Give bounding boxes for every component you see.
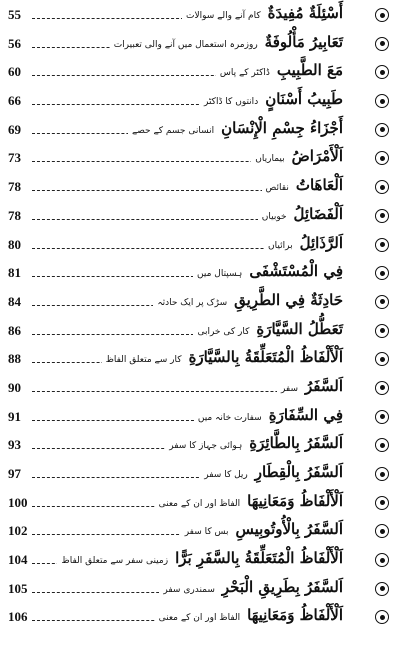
entry-text: [153, 291, 343, 309]
page-number: 90: [8, 379, 21, 395]
entry-text: [155, 606, 343, 624]
urdu-gloss: زمینی سفر سے متعلق الفاظ: [61, 556, 169, 567]
toc-entry[interactable]: [0, 147, 401, 176]
entry-text: [110, 33, 343, 51]
arabic-title: اَلْأَلْفَاظُ الْمُتَعَلِّقَةُ بِالسَّيَّارَةِ: [188, 348, 343, 367]
entry-text: [165, 434, 343, 452]
arabic-title: اَلْفَضَائِلُ: [293, 204, 343, 223]
toc-entry[interactable]: [0, 377, 401, 406]
bullet-icon: [375, 238, 389, 252]
entry-text: [193, 262, 343, 280]
toc-entry[interactable]: [0, 578, 401, 607]
urdu-gloss: روزمرہ استعمال میں آنے والی تعبیرات: [113, 39, 258, 50]
entry-text: [277, 377, 343, 395]
toc-entry[interactable]: [0, 4, 401, 33]
toc-entry[interactable]: [0, 176, 401, 205]
toc-entry[interactable]: [0, 406, 401, 435]
urdu-gloss: کام آنے والے سوالات: [186, 11, 261, 21]
arabic-title: اَلسَّفَرُ بِالْقِطَارِ: [254, 463, 343, 481]
toc-entry[interactable]: [0, 434, 401, 463]
page-number: 102: [8, 523, 28, 539]
arabic-title: اَلسَّفَرُ بِالْأُوتُوبِيسِ: [235, 520, 343, 539]
bullet-icon: [375, 123, 389, 137]
page-number: 91: [8, 408, 21, 424]
entry-text: [194, 406, 343, 424]
urdu-gloss: بس کا سفر: [184, 527, 229, 538]
entry-text: [251, 147, 343, 165]
toc-entry[interactable]: [0, 320, 401, 349]
bullet-icon: [375, 381, 389, 395]
arabic-title: تَعَطُّلُ السَّيَّارَةِ: [256, 319, 343, 338]
bullet-icon: [375, 553, 389, 567]
toc-entry[interactable]: [0, 291, 401, 320]
bullet-icon: [375, 324, 389, 338]
urdu-gloss: ڈاکٹر کے پاس: [219, 68, 270, 79]
urdu-gloss: ریل کا سفر: [204, 470, 248, 480]
entry-text: [102, 348, 343, 366]
arabic-title: اَلْأَلْفَاظُ وَمَعَانِيهَا: [247, 491, 343, 510]
urdu-gloss: کار سے متعلق الفاظ: [105, 355, 182, 366]
page-number: 81: [8, 265, 21, 281]
toc-entry[interactable]: [0, 262, 401, 291]
urdu-gloss: ہسپتال میں: [197, 269, 243, 280]
page-number: 80: [8, 236, 21, 252]
page-number: 106: [8, 609, 28, 625]
entry-text: [128, 119, 343, 137]
bullet-icon: [375, 37, 389, 51]
toc-entry[interactable]: [0, 61, 401, 90]
bullet-icon: [375, 209, 389, 223]
urdu-gloss: الفاظ اور ان کے معنی: [158, 613, 241, 624]
toc-entry[interactable]: [0, 205, 401, 234]
entry-text: [181, 520, 343, 538]
page-number: 105: [8, 580, 28, 596]
entry-text: [182, 4, 343, 22]
bullet-icon: [375, 496, 389, 510]
urdu-gloss: انسانی جسم کے حصے: [131, 125, 215, 136]
page-number: 104: [8, 552, 28, 568]
page-number: 55: [8, 7, 21, 22]
bullet-icon: [375, 582, 389, 596]
arabic-title: اَلسَّفَرُ: [305, 376, 343, 395]
entry-text: [193, 320, 343, 338]
entry-text: [200, 90, 343, 108]
page-number: 88: [8, 351, 21, 367]
toc-entry[interactable]: [0, 463, 401, 492]
entry-text: [57, 549, 343, 567]
arabic-title: تَعَابِيرُ مَأْلُوفَةٌ: [264, 32, 343, 51]
urdu-gloss: خوبیاں: [261, 211, 287, 222]
entry-text: [264, 234, 343, 252]
arabic-title: اَلسَّفَرُ بِالطَّائِرَةِ: [249, 434, 343, 453]
bullet-icon: [375, 352, 389, 366]
arabic-title: اَلْأَلْفَاظُ الْمُتَعَلِّقَةُ بِالسَّفَرِ بَرًّا: [175, 549, 343, 568]
bullet-icon: [375, 295, 389, 309]
bullet-icon: [375, 438, 389, 452]
urdu-gloss: سفارت خانہ میں: [197, 412, 262, 423]
toc-entry[interactable]: [0, 549, 401, 578]
page-number: 69: [8, 121, 21, 137]
entry-text: [258, 205, 343, 223]
arabic-title: حَادِثَةٌ فِي الطَّرِيقِ: [234, 290, 343, 309]
toc-entry[interactable]: [0, 119, 401, 148]
page-number: 73: [8, 150, 21, 166]
arabic-title: اَلسَّفَرُ بِطَرِيقِ الْبَحْرِ: [221, 577, 343, 596]
toc-entry[interactable]: [0, 348, 401, 377]
arabic-title: اَلْأَلْفَاظُ وَمَعَانِيهَا: [247, 606, 343, 625]
entry-text: [155, 492, 343, 510]
bullet-icon: [375, 610, 389, 624]
arabic-title: أَجْزَاءُ جِسْمِ الْإِنْسَانِ: [221, 118, 343, 137]
page-number: 66: [8, 93, 21, 109]
urdu-gloss: بیماریاں: [255, 154, 285, 165]
urdu-gloss: کار کی خرابی: [197, 326, 250, 337]
page-number: 93: [8, 437, 21, 453]
toc-entry[interactable]: [0, 606, 401, 635]
page-number: 97: [8, 466, 21, 481]
urdu-gloss: ہوائی جہاز کا سفر: [169, 441, 243, 452]
arabic-title: اَلْعَاهَاتُ: [295, 176, 343, 195]
bullet-icon: [375, 94, 389, 108]
page-number: 100: [8, 494, 28, 510]
arabic-title: طَبِيبُ أَسْنَانٍ: [265, 90, 343, 109]
toc-entry[interactable]: [0, 33, 401, 62]
urdu-gloss: سفر: [280, 383, 299, 394]
arabic-title: اَلرَّذَائِلُ: [299, 233, 343, 252]
urdu-gloss: سڑک پر ایک حادثہ: [157, 297, 228, 308]
arabic-title: اَلْأَمْرَاضُ: [291, 147, 343, 166]
bullet-icon: [375, 266, 389, 280]
bullet-icon: [375, 8, 389, 22]
page-number: 78: [8, 207, 21, 223]
urdu-gloss: سمندری سفر: [163, 584, 215, 595]
entry-text: [216, 61, 343, 79]
urdu-gloss: الفاظ اور ان کے معنی: [158, 498, 241, 509]
toc-entry[interactable]: [0, 492, 401, 521]
urdu-gloss: برائیاں: [268, 240, 293, 251]
page-number: 84: [8, 293, 21, 309]
arabic-title: مَعَ الطَّبِيبِ: [276, 61, 343, 80]
page-number: 56: [8, 35, 21, 51]
toc-entry[interactable]: [0, 90, 401, 119]
bullet-icon: [375, 524, 389, 538]
entry-text: [200, 463, 343, 481]
toc-entry[interactable]: [0, 520, 401, 549]
bullet-icon: [375, 151, 389, 165]
bullet-icon: [375, 180, 389, 194]
bullet-icon: [375, 410, 389, 424]
arabic-title: أَسْئِلَةٌ مُفِيدَةٌ: [267, 4, 343, 22]
entry-text: [159, 578, 343, 596]
toc-entry[interactable]: [0, 234, 401, 263]
page-number: 78: [8, 179, 21, 195]
page-number: 86: [8, 322, 21, 338]
arabic-title: فِي الْمُسْتَشْفَى: [249, 262, 343, 281]
bullet-icon: [375, 467, 389, 481]
bullet-icon: [375, 65, 389, 79]
arabic-title: فِي السِّفَارَةِ: [268, 405, 343, 424]
page-number: 60: [8, 64, 21, 80]
urdu-gloss: دانتوں کا ڈاکٹر: [203, 97, 259, 108]
entry-text: [262, 176, 344, 194]
urdu-gloss: نقائص: [265, 183, 289, 194]
